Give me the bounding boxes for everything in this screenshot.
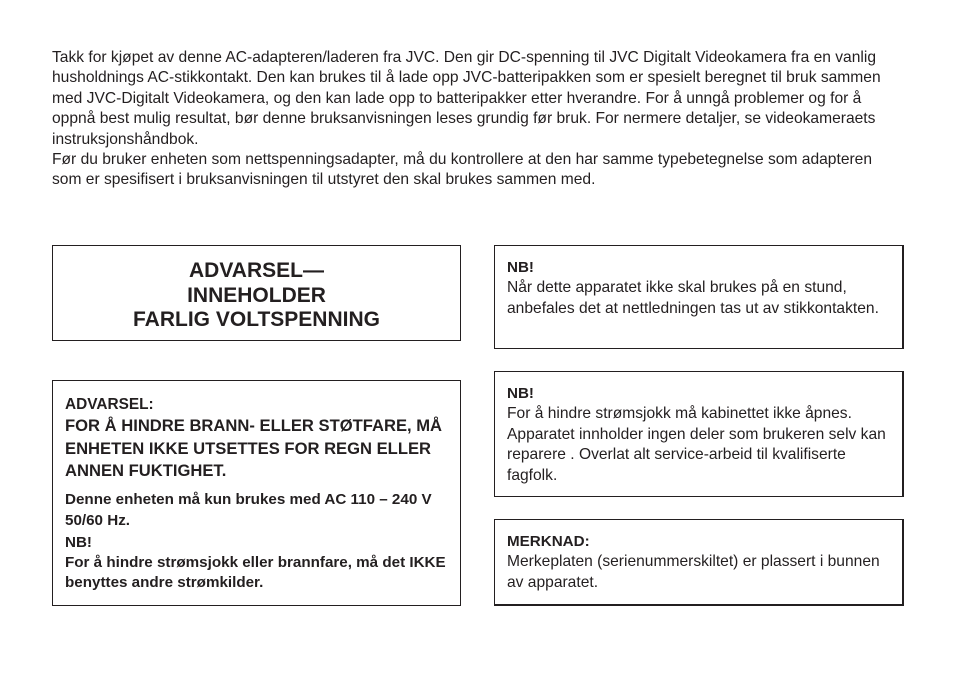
voltage-warning-line-2: INNEHOLDER [187,283,326,307]
note-unplug-text: Når dette apparatet ikke skal brukes på en stund, anbefales det at nettledningen tas ut av stikkontakten. [507,279,879,317]
note-rating-plate-text: Merkeplaten (serienummerskiltet) er plassert i bunnen av apparatet. [507,553,880,591]
note-rating-plate-box [494,519,904,606]
note-unplug-heading: NB! [507,259,534,276]
fire-warning-caps-text: FOR Å HINDRE BRANN- ELLER STØTFARE, MÅ ENHETEN IKKE UTSETTES FOR REGN ELLER ANNEN FUKTIGHET. [65,416,443,480]
fire-warning-nb-text: For å hindre strømsjokk eller brannfare, må det IKKE benyttes andre strømkilder. [65,553,446,591]
note-unplug-box [494,245,904,349]
intro-paragraph-2: Før du bruker enheten som nettspenningsadapter, må du kontrollere at den har samme typebetegnelse som adapteren som er spesifisert i bruksanvisningen til utstyret den skal brukes sammen med. [52,151,873,189]
note-cabinet-box [494,371,904,497]
intro-text [52,48,902,191]
fire-warning-box [52,380,461,606]
intro-paragraph-1: Takk for kjøpet av denne AC-adapteren/laderen fra JVC. Den gir DC-spenning til JVC Digitalt Videokamera fra en vanlig husholdnings AC-stikkontakt. Den kan brukes til å lade opp JVC-batteripakken som er spesielt beregnet til bruk sammen med JVC-Digitalt Videokamera, og den kan lade opp to batteripakker etter hverandre. For å unngå problemer og for å oppnå best mulig resultat, bør denne bruksanvisningen leses grundig før bruk. For nermere detaljer, se videokameraets instruksjonshåndbok. [52,49,881,148]
voltage-warning-line-1: ADVARSEL— [189,259,324,282]
voltage-warning-line-3: FARLIG VOLTSPENNING [133,308,380,331]
note-rating-plate-heading: MERKNAD: [507,533,590,550]
voltage-warning-box [52,245,461,341]
fire-warning-voltage-text: Denne enheten må kun brukes med AC 110 – 240 V 50/60 Hz. [65,490,432,529]
fire-warning-heading: ADVARSEL: [65,396,154,413]
fire-warning-nb-heading: NB! [65,533,92,551]
note-cabinet-text: For å hindre strømsjokk må kabinettet ikke åpnes. Apparatet innholder ingen deler som brukeren selv kan reparere . Overlat alt service-arbeid til kvalifiserte fagfolk. [507,405,886,484]
note-cabinet-heading: NB! [507,385,534,402]
